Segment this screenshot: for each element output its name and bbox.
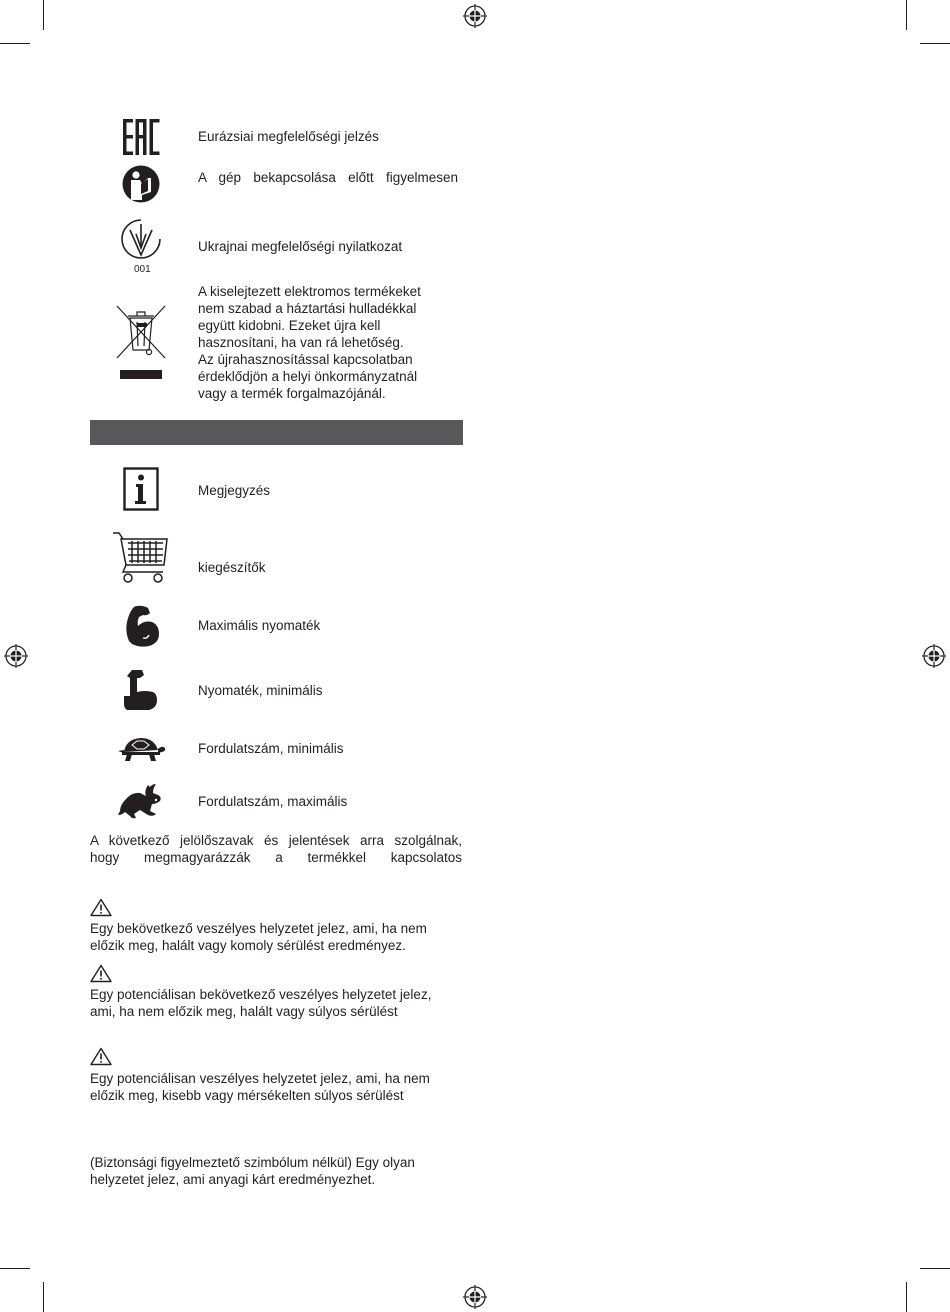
crop-mark xyxy=(0,43,30,44)
crop-mark xyxy=(906,0,907,30)
warning-text: Egy bekövetkező veszélyes helyzetet jelez, ami, ha nem előzik meg, halált vagy komoly sérülést eredményez. xyxy=(90,921,427,953)
symbol-description: Fordulatszám, minimális xyxy=(198,741,344,756)
crossed-bin-icon xyxy=(115,304,167,382)
turtle-icon xyxy=(116,736,166,762)
registration-mark-icon xyxy=(463,1285,487,1309)
registration-mark-icon xyxy=(922,644,946,668)
rabbit-icon xyxy=(118,783,164,821)
symbol-description: kiegészítők xyxy=(198,560,266,575)
crop-mark xyxy=(920,43,950,44)
warning-triangle-icon xyxy=(90,1047,112,1066)
crop-mark xyxy=(0,1268,30,1269)
symbol-description: Fordulatszám, maximális xyxy=(198,794,348,809)
ukrainian-conformity-icon xyxy=(121,218,161,262)
weak-arm-icon xyxy=(122,668,160,712)
crop-mark xyxy=(920,1268,950,1269)
symbol-description: Eurázsiai megfelelőségi jelzés xyxy=(198,129,379,144)
registration-mark-icon xyxy=(463,4,487,28)
crop-mark xyxy=(43,0,44,30)
shopping-cart-icon xyxy=(112,530,170,586)
warning-triangle-icon xyxy=(90,964,112,983)
weee-text: A kiselejtezett elektromos termékeket nem szabad a háztartási hulladékkal együtt kidobni. Ezeket újra kell hasznosítani, ha van rá lehetőség. Az újrahasznosítással kapcsolatban érdeklődjön a helyi önkormányzatnál vagy a termék forgalmazójánál. xyxy=(198,284,421,401)
symbol-description: Maximális nyomaték xyxy=(198,618,321,633)
crop-mark xyxy=(906,1282,907,1312)
info-note-icon xyxy=(123,467,159,511)
symbol-description: Megjegyzés xyxy=(198,483,271,498)
certificate-code: 001 xyxy=(134,264,151,275)
symbol-description: Ukrajnai megfelelőségi nyilatkozat xyxy=(198,239,403,254)
registration-mark-icon xyxy=(4,644,28,668)
warning-triangle-icon xyxy=(90,898,112,917)
read-manual-icon xyxy=(122,165,160,203)
symbol-description: A gép bekapcsolása előtt figyelmesen xyxy=(198,170,458,185)
section-header-bar xyxy=(90,420,463,445)
strong-arm-icon xyxy=(122,604,162,648)
warning-text: Egy potenciálisan bekövetkező veszélyes helyzetet jelez, ami, ha nem előzik meg, halált vagy súlyos sérülést xyxy=(90,987,432,1019)
eac-mark-icon xyxy=(122,118,160,156)
crop-mark xyxy=(43,1282,44,1312)
notice-text: (Biztonsági figyelmeztető szimbólum nélkül) Egy olyan helyzetet jelez, ami anyagi kárt eredményezhet. xyxy=(90,1155,415,1187)
intro-paragraph: A következő jelölőszavak és jelentések arra szolgálnak, hogy megmagyarázzák a termékkel kapcsolatos xyxy=(90,833,462,865)
symbol-description: Nyomaték, minimális xyxy=(198,683,323,698)
warning-text: Egy potenciálisan veszélyes helyzetet jelez, ami, ha nem előzik meg, kisebb vagy mérsékelten súlyos sérülést xyxy=(90,1071,430,1103)
